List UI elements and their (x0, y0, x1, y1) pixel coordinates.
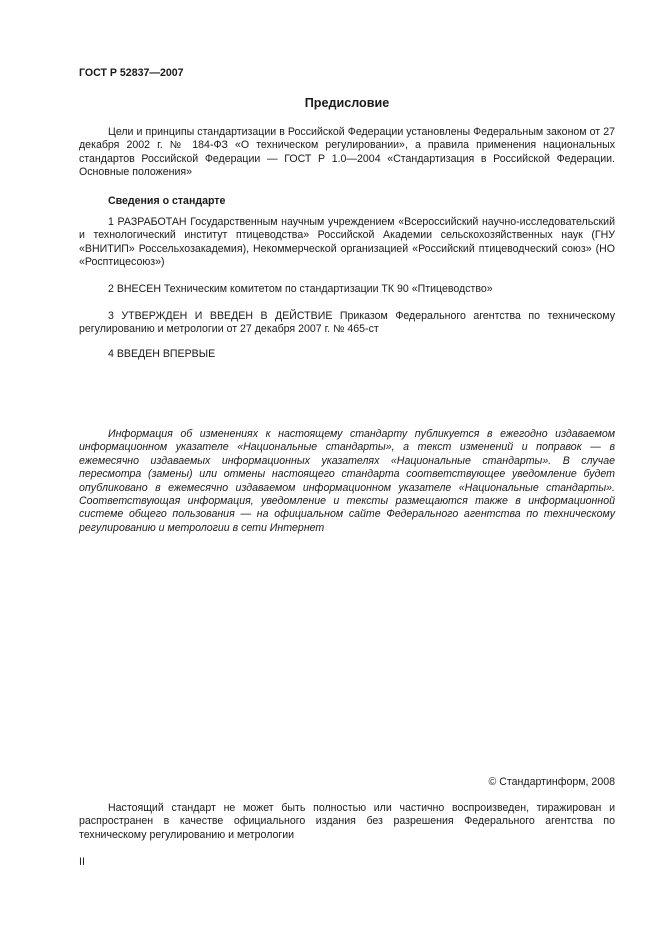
item-approved: 3 УТВЕРЖДЕН И ВВЕДЕН В ДЕЙСТВИЕ Приказом Федерального агентства по техническому регулированию и метрологии от 27 декабря 2007 г. № 465-ст (79, 310, 615, 336)
item-developed: 1 РАЗРАБОТАН Государственным научным учреждением «Всероссийский научно-исследовательский и технологический институт птицеводства» Российской Академии сельскохозяйственных наук (ГНУ «ВНИТИП» Россельхозакадемия), Некоммерческой организацией «Российский птицеводческий союз» (НО «Росптицесоюз») (79, 216, 615, 269)
info-paragraph: Информация об изменениях к настоящему стандарту публикуется в ежегодно издаваемом информационном указателе «Национальные стандарты», а текст изменений и поправок — в ежемесячно издаваемых информационных указателях «Национальные стандарты». В случае пересмотра (замены) или отмены настоящего стандарта соответствующее уведомление будет опубликовано в ежемесячно издаваемом информационном указателе «Национальные стандарты». Соответствующая информация, уведомление и тексты размещаются также в информационной системе общего пользования — на официальном сайте Федерального агентства по техническому регулированию и метрологии в сети Интернет (79, 428, 615, 534)
copyright-line: © Стандартинформ, 2008 (488, 776, 615, 788)
page-number: II (79, 856, 85, 868)
item-first-introduced: 4 ВВЕДЕН ВПЕРВЫЕ (108, 348, 216, 360)
reproduction-notice: Настоящий стандарт не может быть полностью или частично воспроизведен, тиражирован и распространен в качестве официального издания без разрешения Федерального агентства по техническому регулированию и метрологии (79, 802, 615, 841)
item-submitted: 2 ВНЕСЕН Техническим комитетом по стандартизации ТК 90 «Птицеводство» (108, 283, 493, 295)
section-subheading: Сведения о стандарте (108, 195, 226, 207)
intro-paragraph: Цели и принципы стандартизации в Российской Федерации установлены Федеральным законом от 27 декабря 2002 г. № 184-ФЗ «О техническом регулировании», а правила применения национальных стандартов Российской Федерации — ГОСТ Р 1.0—2004 «Стандартизация в Российской Федерации. Основные положения» (79, 126, 615, 179)
standard-code-header: ГОСТ Р 52837—2007 (79, 67, 184, 79)
page-title: Предисловие (304, 96, 390, 110)
